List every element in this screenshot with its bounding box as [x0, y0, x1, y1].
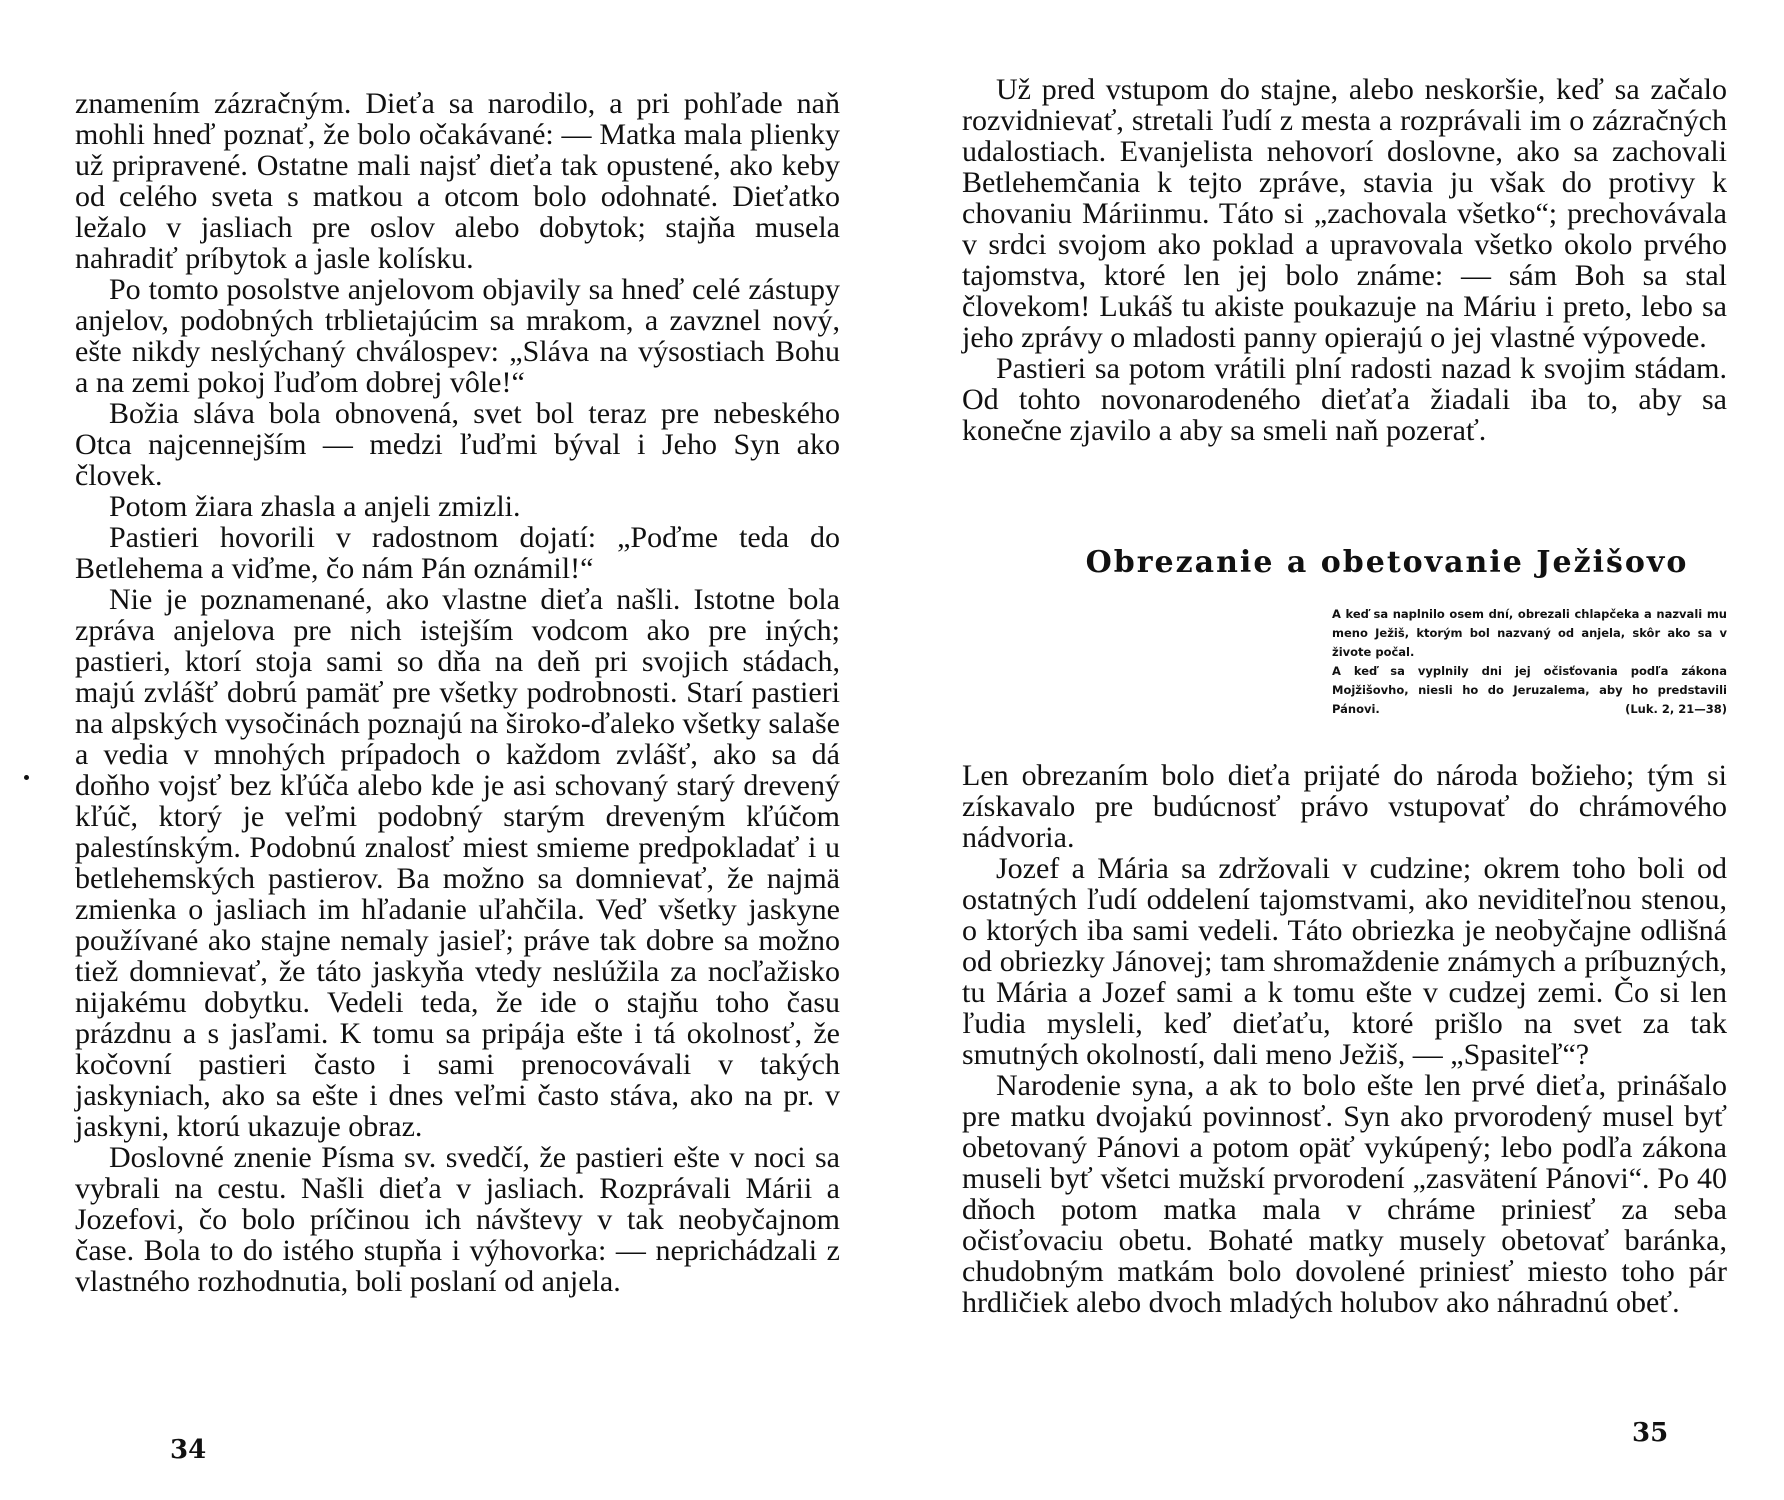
paragraph: Doslovné znenie Písma sv. svedčí, že pastieri ešte v noci sa vybrali na cestu. Našli dieťa v jasliach. Rozprávali Márii a Jozefovi, čo bolo príčinou ich návštevy v tak neobyčajnom čase. Bola to do istého stupňa i výhovorka: — neprichádzali z vlastného rozhodnutia, boli poslaní od anjela.	[75, 1141, 840, 1298]
epigraph-line: A keď sa naplnilo osem dní, obrezali chlapčeka a nazvali mu meno Ježiš, ktorým bol nazvaný od anjela, skôr ako sa v živote počal.	[1332, 607, 1727, 659]
paragraph: Už pred vstupom do stajne, alebo neskoršie, keď sa začalo rozvidnievať, stretali ľudí z mesta a rozprávali im o zázračných udalostiach. Evanjelista nehovorí doslovne, ako sa zachovali Betlehemčania k tejto zpráve, stavia ju však do protivy k chovaniu Máriinmu. Táto si „zachovala všetko“; prechovávala v srdci svojom ako poklad a upravovala všetko okolo prvého tajomstva, ktoré len jej bolo známe: — sám Boh sa stal človekom! Lukáš tu akiste poukazuje na Máriu i preto, lebo sa jeho zprávy o mladosti panny opierajú o jej vlastné výpovede.	[962, 73, 1727, 354]
paragraph: Narodenie syna, a ak to bolo ešte len prvé dieťa, prinášalo pre matku dvojakú povinnosť. Syn ako prvorodený musel byť obetovaný Pánovi a potom opäť vykúpený; lebo podľa zákona museli byť všetci mužskí prvorodení „zasvätení Pánovi“. Po 40 dňoch potom matka mala v chráme priniesť za seba očisťovaciu obetu. Bohaté matky musely obetovať baránka, chudobným matkám bolo dovolené priniesť miesto toho pár hrdličiek alebo dvoch mladých holubov ako náhradnú obeť.	[962, 1069, 1727, 1319]
right-page	[892, 0, 1784, 1500]
paragraph: Božia sláva bola obnovená, svet bol teraz pre nebeského Otca najcennejším — medzi ľuďmi býval i Jeho Syn ako človek.	[75, 397, 840, 492]
paragraph: Pastieri hovorili v radostnom dojatí: „Poďme teda do Betlehema a viďme, čo nám Pán oznámil!“	[75, 521, 840, 585]
scripture-epigraph	[1332, 605, 1727, 719]
paragraph: Jozef a Mária sa zdržovali v cudzine; okrem toho boli od ostatných ľudí oddelení tajomstvami, ako neviditeľnou stenou, o ktorých iba sami vedeli. Táto obriezka je neobyčajne odlišná od obriezky Jánovej; tam shromaždenie známych a príbuzných, tu Mária a Jozef sami a k tomu ešte v cudzej zemi. Čo si len ľudia mysleli, keď dieťaťu, ktoré prišlo na svet za tak smutných okolností, dali meno Ježiš, — „Spasiteľ“?	[962, 852, 1727, 1071]
ink-speck	[24, 775, 29, 780]
paragraph: Potom žiara zhasla a anjeli zmizli.	[109, 490, 521, 523]
scripture-reference: (Luk. 2, 21—38)	[1625, 702, 1727, 716]
section-heading: Obrezanie a obetovanie Ježišovo	[1085, 545, 1689, 580]
paragraph: Po tomto posolstve anjelovom objavily sa hneď celé zástupy anjelov, podobných trblietajúcim sa mrakom, a zavznel nový, ešte nikdy neslýchaný chválospev: „Sláva na výsostiach Bohu a na zemi pokoj ľuďom dobrej vôle!“	[75, 273, 840, 399]
right-body-text-block	[962, 760, 1727, 1318]
paragraph: Nie je poznamenané, ako vlastne dieťa našli. Istotne bola zpráva anjelova pre nich istejším vodcom ako pre iných; pastieri, ktorí stoja sami so dňa na deň pri svojich stádach, majú zvlášť dobrú pamäť pre všetky podrobnosti. Starí pastieri na alpských vysočinách poznajú na široko-ďaleko všetky salaše a vedia v mnohých prípadoch o každom zvlášť, ako sa dá doňho vojsť bez kľúča alebo kde je asi schovaný starý drevený kľúč, ktorý je veľmi podobný starým dreveným kľúčom palestínským. Podobnú znalosť miest smieme predpokladať i u betlehemských pastierov. Ba možno sa domnievať, že najmä zmienka o jasliach im hľadanie uľahčila. Veď všetky jaskyne používané ako stajne nemaly jasieľ; práve tak dobre sa možno tiež domnievať, že táto jaskyňa vtedy neslúžila za nocľažisko nijakému dobytku. Vedeli teda, že ide o stajňu toho času prázdnu a s jasľami. K tomu sa pripája ešte i tá okolnosť, že kočovní pastieri často i sami prenocovávali v takých jaskyniach, ako sa ešte i dnes veľmi často stáva, ako na pr. v jaskyni, ktorú ukazuje obraz.	[75, 583, 840, 1143]
paragraph: Len obrezaním bolo dieťa prijaté do národa božieho; tým si získavalo pre budúcnosť právo vstupovať do chrámového nádvoria.	[962, 759, 1727, 854]
paragraph: Pastieri sa potom vrátili plní radosti nazad k svojim stádam. Od tohto novonarodeného dieťaťa žiadali iba to, aby sa konečne zjavilo a aby sa smeli naň pozerať.	[962, 352, 1727, 447]
right-top-text-block	[962, 74, 1727, 446]
left-text-block	[75, 88, 840, 1297]
epigraph-line: A keď sa vyplnily dni jej očisťovania podľa zákona Mojžišovho, niesli ho do Jeruzalema, aby ho predstavili Pánovi.	[1332, 664, 1727, 716]
page-number: 35	[1632, 1418, 1669, 1448]
paragraph: znamením zázračným. Dieťa sa narodilo, a pri pohľade naň mohli hneď poznať, že bolo očakávané: — Matka mala plienky už pripravené. Ostatne mali najsť dieťa tak opustené, ako keby od celého sveta s matkou a otcom bolo odohnaté. Dieťatko ležalo v jasliach pre oslov alebo dobytok; stajňa musela nahradiť príbytok a jasle kolísku.	[75, 87, 840, 275]
page-number: 34	[170, 1435, 207, 1465]
